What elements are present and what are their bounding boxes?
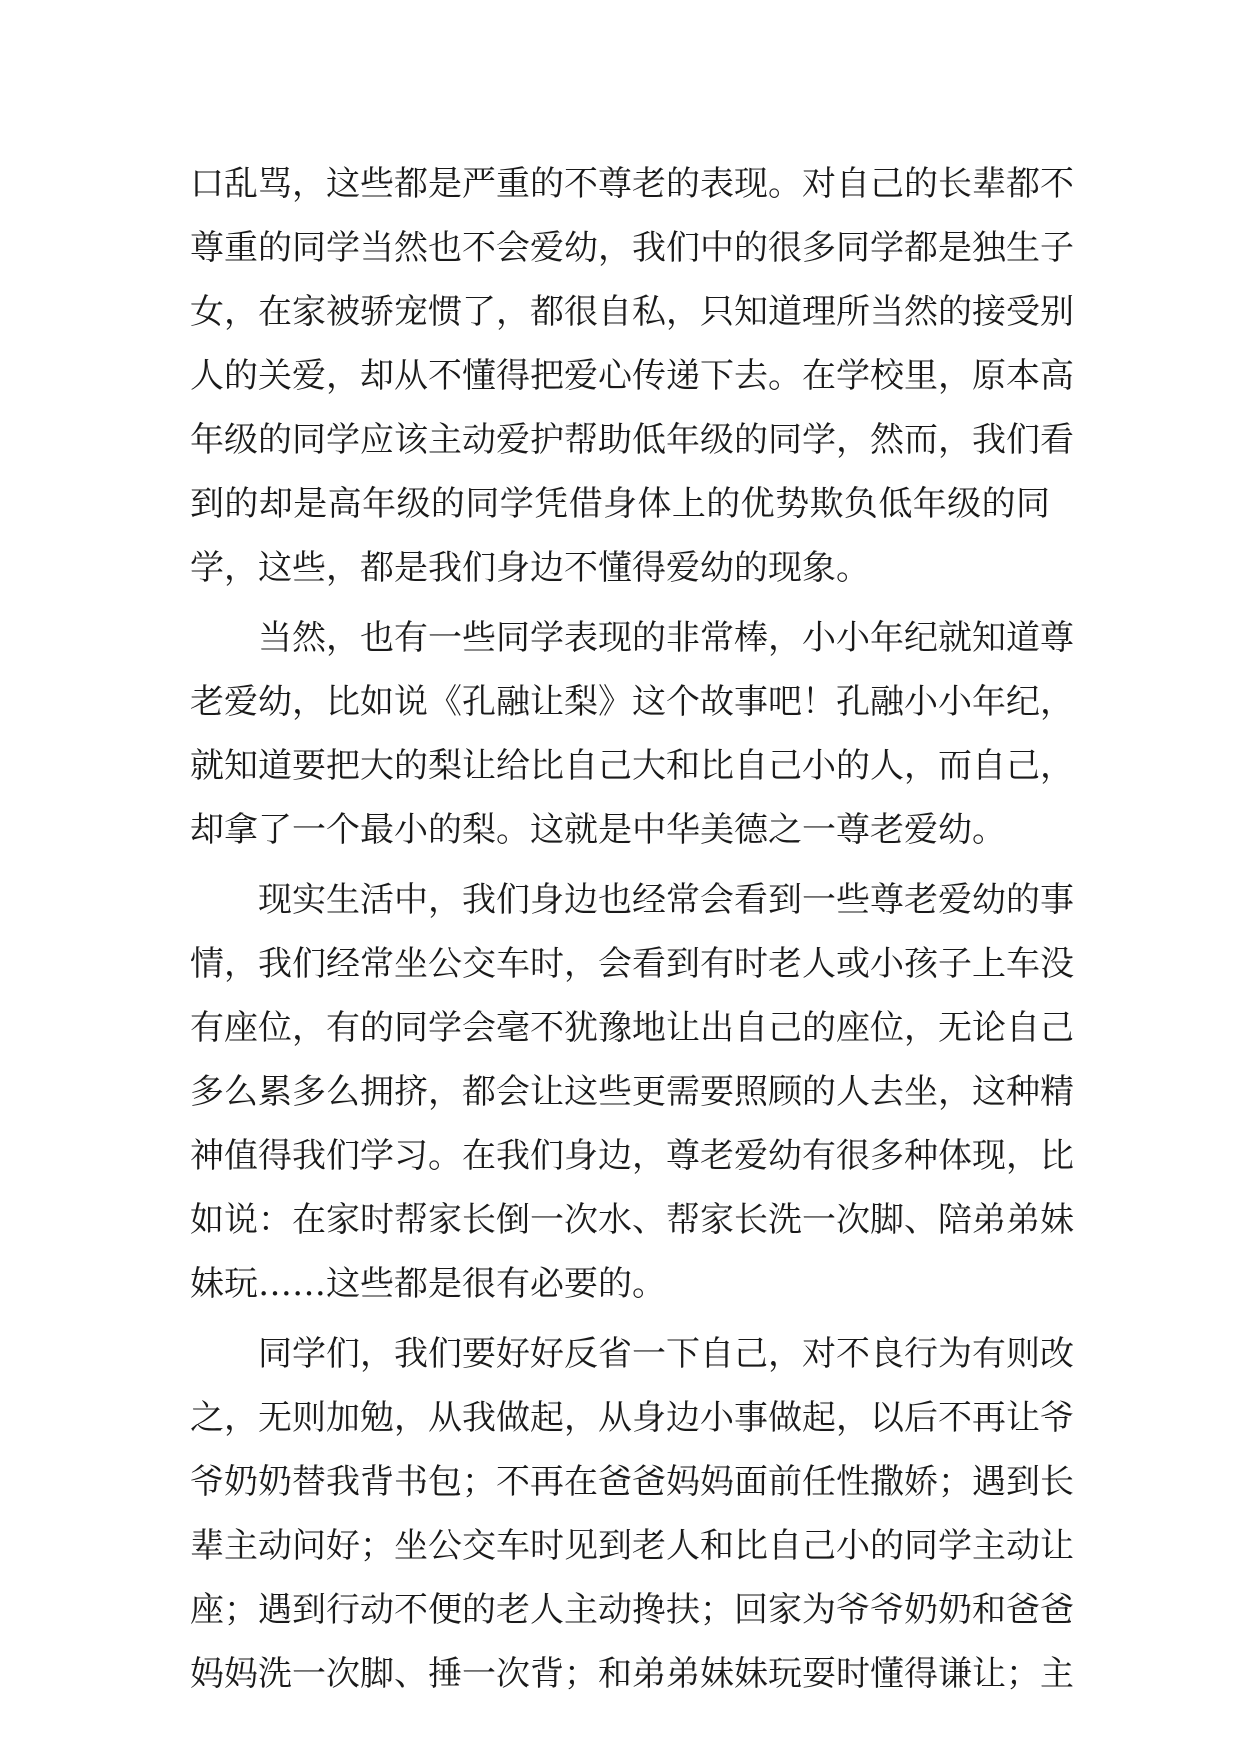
text-line: 妹玩……这些都是很有必要的。: [190, 1264, 666, 1304]
text-line: 人的关爱，却从不懂得把爱心传递下去。在学校里，原本高: [190, 356, 1074, 396]
text-line: 之，无则加勉，从我做起，从身边小事做起，以后不再让爷: [190, 1398, 1074, 1438]
text-line: 情，我们经常坐公交车时，会看到有时老人或小孩子上车没: [190, 944, 1074, 984]
text-line: 座；遇到行动不便的老人主动搀扶；回家为爷爷奶奶和爸爸: [190, 1590, 1074, 1630]
text-line: 现实生活中，我们身边也经常会看到一些尊老爱幼的事: [258, 880, 1074, 920]
text-line: 爷奶奶替我背书包；不再在爸爸妈妈面前任性撒娇；遇到长: [190, 1462, 1074, 1502]
text-line: 同学们，我们要好好反省一下自己，对不良行为有则改: [258, 1334, 1074, 1374]
text-line: 学，这些，都是我们身边不懂得爱幼的现象。: [190, 548, 870, 588]
paragraph: [190, 152, 1074, 600]
paragraph: [190, 1322, 1074, 1706]
text-line: 尊重的同学当然也不会爱幼，我们中的很多同学都是独生子: [190, 228, 1074, 268]
text-line: 年级的同学应该主动爱护帮助低年级的同学，然而，我们看: [190, 420, 1074, 460]
text-line: 如说：在家时帮家长倒一次水、帮家长洗一次脚、陪弟弟妹: [190, 1200, 1074, 1240]
text-line: 有座位，有的同学会毫不犹豫地让出自己的座位，无论自己: [190, 1008, 1074, 1048]
body-text: [190, 152, 1074, 1706]
text-line: 辈主动问好；坐公交车时见到老人和比自己小的同学主动让: [190, 1526, 1074, 1566]
text-line: 老爱幼，比如说《孔融让梨》这个故事吧！孔融小小年纪，: [190, 682, 1074, 722]
text-line: 当然，也有一些同学表现的非常棒，小小年纪就知道尊: [258, 618, 1074, 658]
paragraph: [190, 868, 1074, 1316]
text-line: 到的却是高年级的同学凭借身体上的优势欺负低年级的同: [190, 484, 1050, 524]
text-line: 却拿了一个最小的梨。这就是中华美德之一尊老爱幼。: [190, 810, 1006, 850]
text-line: 神值得我们学习。在我们身边，尊老爱幼有很多种体现，比: [190, 1136, 1074, 1176]
text-line: 就知道要把大的梨让给比自己大和比自己小的人，而自己，: [190, 746, 1074, 786]
text-line: 妈妈洗一次脚、捶一次背；和弟弟妹妹玩耍时懂得谦让；主: [190, 1654, 1074, 1694]
text-line: 女，在家被骄宠惯了，都很自私，只知道理所当然的接受别: [190, 292, 1074, 332]
text-line: 多么累多么拥挤，都会让这些更需要照顾的人去坐，这种精: [190, 1072, 1074, 1112]
paragraph: [190, 606, 1074, 862]
text-line: 口乱骂，这些都是严重的不尊老的表现。对自己的长辈都不: [190, 164, 1074, 204]
